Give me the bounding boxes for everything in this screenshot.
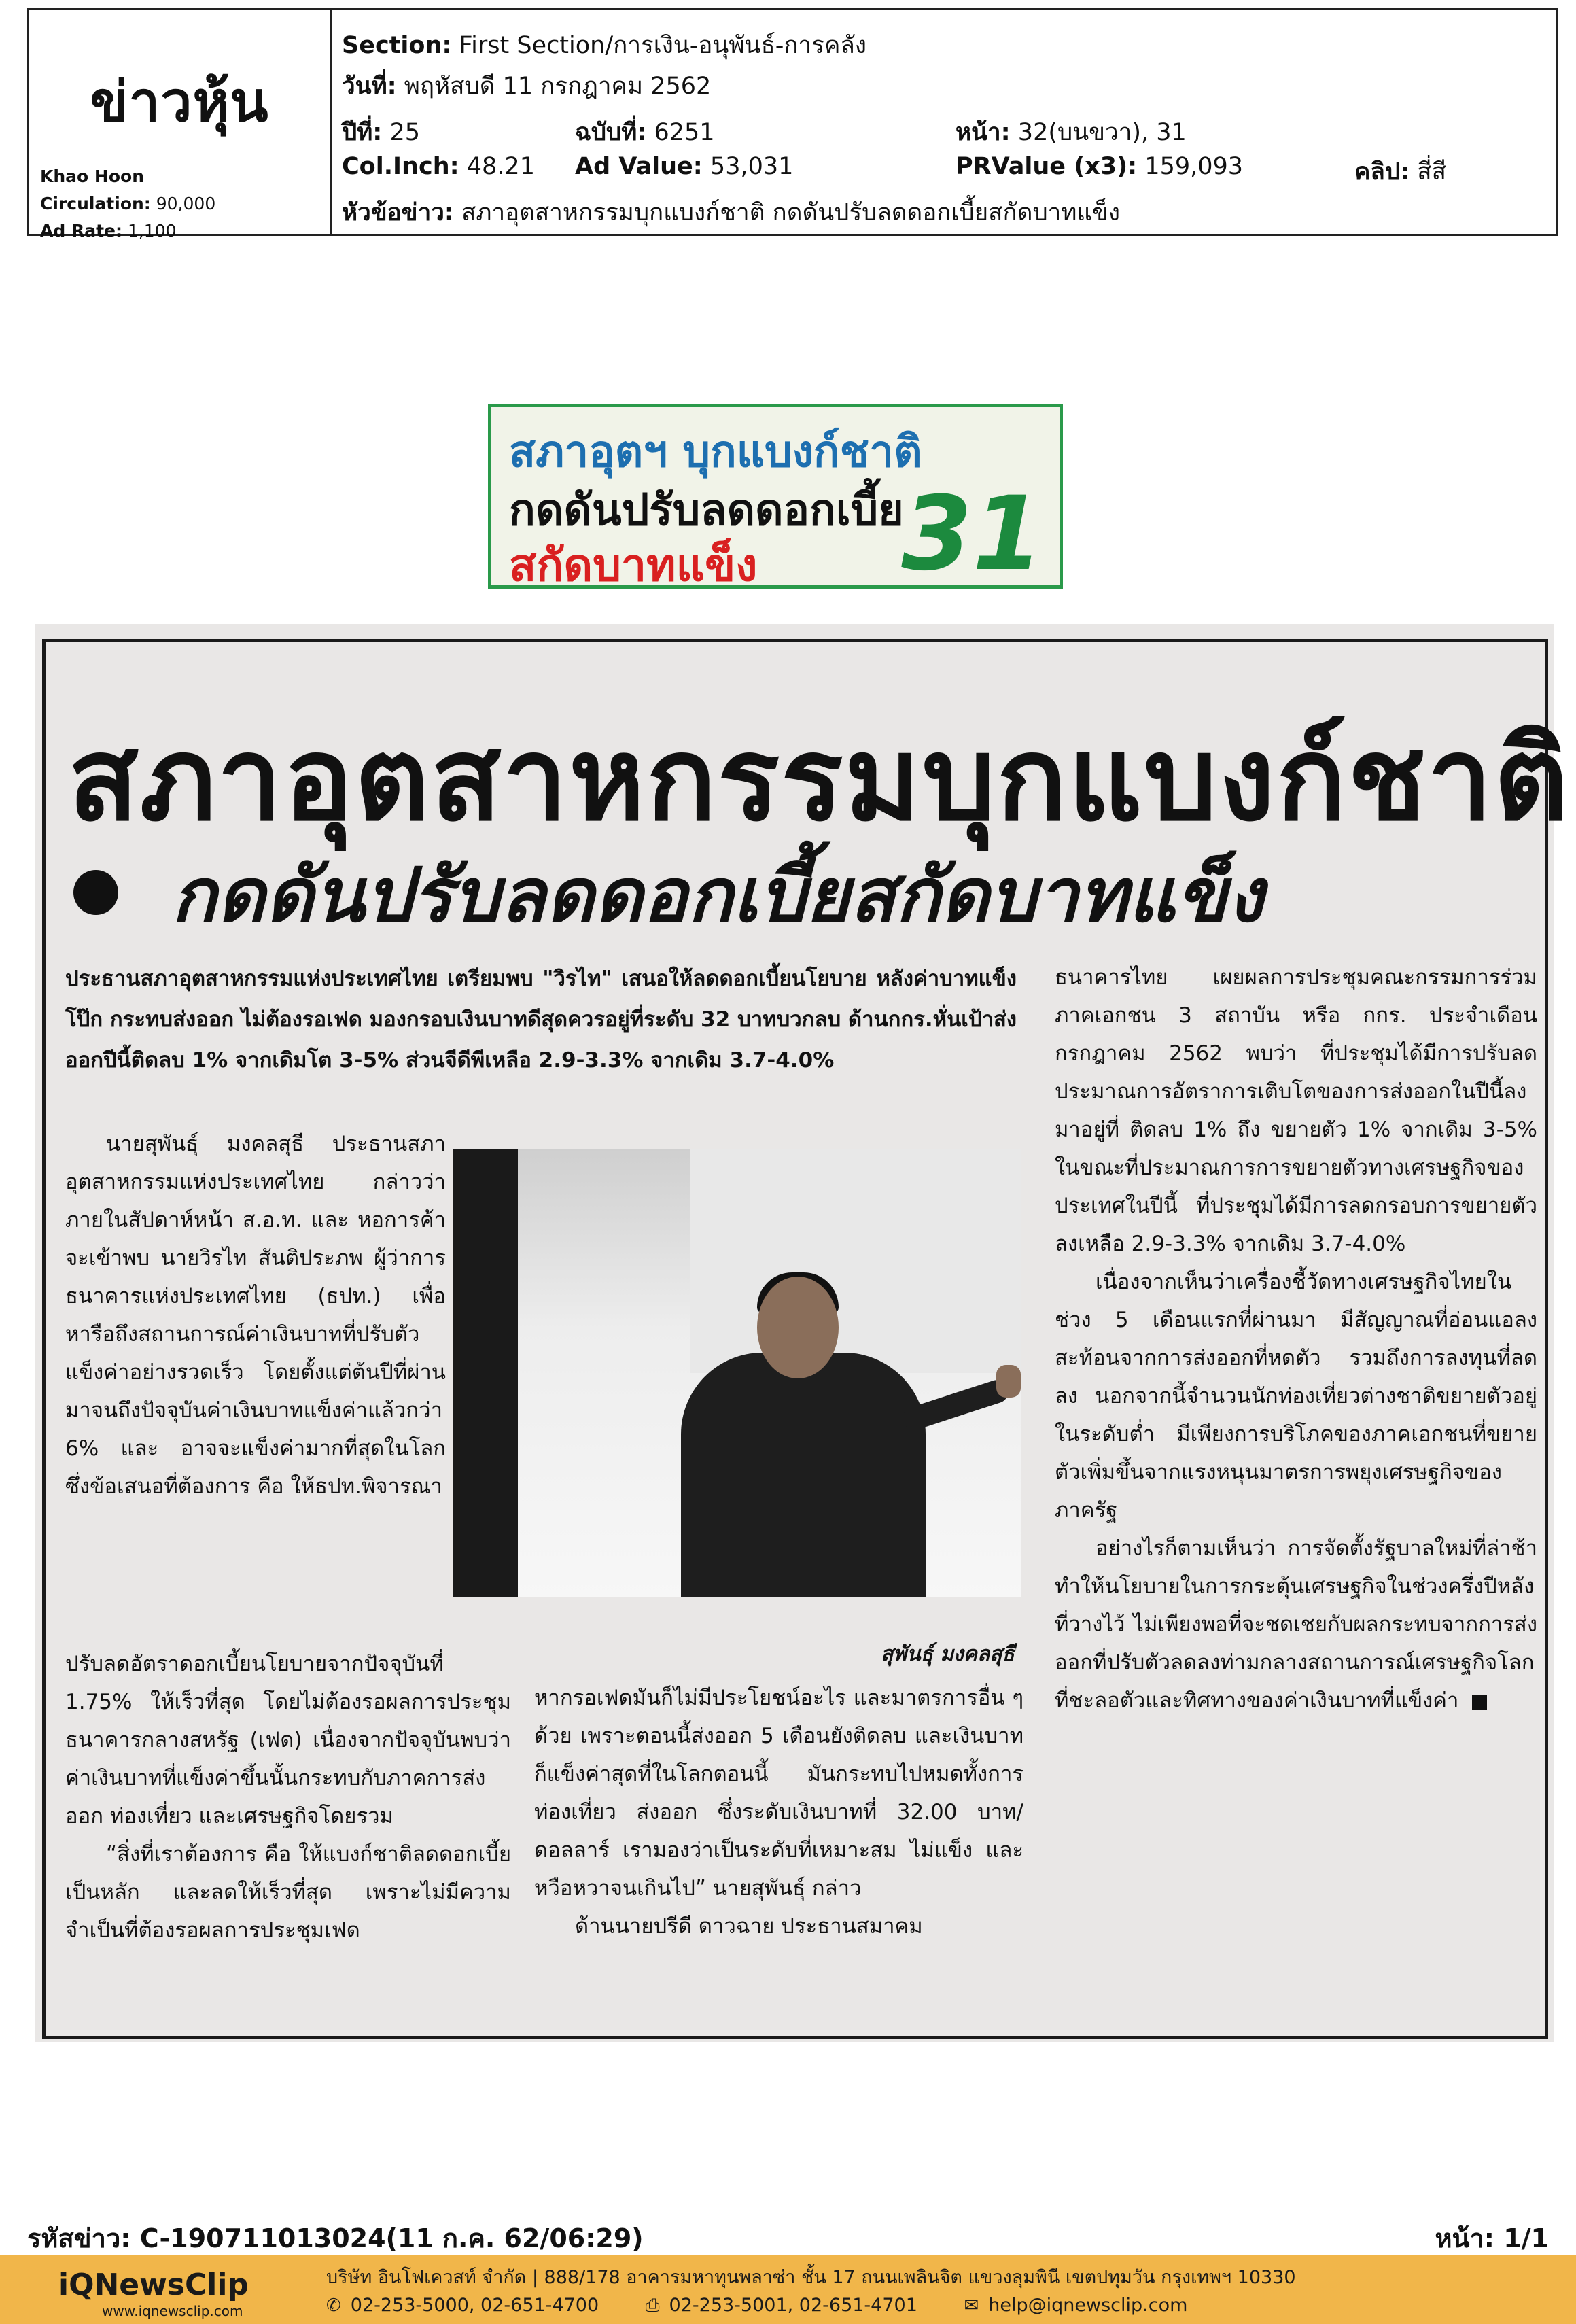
photo-speaker-hand <box>996 1365 1021 1398</box>
contact-row <box>326 2295 1228 2317</box>
publication-en: Khao Hoon <box>40 167 144 186</box>
phone-text: 02-253-5000, 02-651-4700 <box>350 2295 599 2316</box>
photo-speaker-body <box>681 1353 926 1597</box>
date-row: วันที่: พฤหัสบดี 11 กรกฎาคม 2562 <box>342 73 712 100</box>
email-text: help@iqnewsclip.com <box>988 2295 1188 2316</box>
clip-header <box>27 8 1558 241</box>
paragraph: ธนาคารไทย เผยผลการประชุมคณะกรรมการร่วมภาคเอกชน 3 สถาบัน หรือ กกร. ประจำเดือนกรกฎาคม 2562 พบว่า ที่ประชุมได้มีการปรับลดประมาณการอัตราการเติบโตของการส่งออกในปีนี้ลงมาอยู่ที่ ติดลบ 1% ถึง ขยายตัว 1% จากเดิม 3-5% ในขณะที่ประมาณการการขยายตัวทางเศรษฐกิจของประเทศในปีนี้ ที่ประชุมได้มีการลดกรอบการขยายตัวลงเหลือ 2.9-3.3% จากเดิม 3.7-4.0% <box>1055 965 1537 1256</box>
photo-wall <box>453 1149 518 1597</box>
article-column-a-continued <box>65 1645 511 1949</box>
teaser-line-1: สภาอุตฯ บุกแบงก์ชาติ <box>509 427 922 477</box>
photo-speaker-arm <box>900 1377 1011 1433</box>
circulation: Circulation: 90,000 <box>40 194 216 213</box>
clip-type-field: คลิป: สี่สี <box>1354 158 1446 186</box>
clip-metadata <box>342 18 1549 234</box>
lead-paragraph: ประธานสภาอุตสาหกรรมแห่งประเทศไทย เตรียมพบ "วิรไท" เสนอให้ลดดอกเบี้ยนโยบาย หลังค่าบาทแข็งโป๊ก กระทบส่งออก ไม่ต้องรอเฟด มองกรอบเงินบาทดีสุดควรอยู่ที่ระดับ 32 บาทบวกลบ ด้านกกร.หั่นเป้าส่งออกปีนี้ติดลบ 1% จากเดิมโต 3-5% ส่วนจีดีพีเหลือ 2.9-3.3% จากเดิม 3.7-4.0% <box>65 967 1017 1073</box>
fax-icon: ⎙ <box>645 2295 660 2316</box>
fax-contact <box>646 2295 917 2316</box>
prvalue-field: PRValue (x3): 159,093 <box>956 153 1244 180</box>
article-column-c <box>1055 958 1537 1720</box>
issue-field: ฉบับที่: 6251 <box>575 119 715 146</box>
article-headline: สภาอุตสาหกรรมบุกแบงก์ชาติ <box>68 712 1571 847</box>
page-indicator: หน้า: 1/1 <box>1435 2223 1549 2253</box>
bullet-icon <box>73 870 118 915</box>
year-field: ปีที่: 25 <box>342 119 420 146</box>
photo-caption: สุพันธุ์ มงคลสุธี <box>881 1642 1015 1666</box>
article-subheadline: กดดันปรับลดดอกเบี้ยสกัดบาทแข็ง <box>171 852 1264 939</box>
headline-row: หัวข้อข่าว: สภาอุตสาหกรรมบุกแบงก์ชาติ กดดันปรับลดดอกเบี้ยสกัดบาทแข็ง <box>342 199 1120 226</box>
phone-icon: ✆ <box>326 2295 341 2316</box>
paragraph: นายสุพันธุ์ มงคลสุธี ประธานสภาอุตสาหกรรมแห่งประเทศไทย กล่าวว่า ภายในสัปดาห์หน้า ส.อ.ท. และ หอการค้า จะเข้าพบ นายวิรไท สันติประภพ ผู้ว่าการ ธนาคารแห่งประเทศไทย (ธปท.) เพื่อหารือถึงสถานการณ์ค่าเงินบาทที่ปรับตัวแข็งค่าอย่างรวดเร็ว โดยตั้งแต่ต้นปีที่ผ่านมาจนถึงปัจจุบันค่าเงินบาทแข็งค่าแล้วกว่า 6% และ อาจจะแข็งค่ามากที่สุดในโลก ซึ่งข้อเสนอที่ต้องการ คือ ให้ธปท.พิจารณา <box>65 1132 446 1499</box>
article-column-a <box>65 1125 446 1506</box>
section-row: Section: First Section/การเงิน-อนุพันธ์-การคลัง <box>342 32 866 59</box>
email-contact <box>964 2295 1187 2316</box>
logo-url: www.iqnewsclip.com <box>102 2303 243 2319</box>
fax-text: 02-253-5001, 02-651-4701 <box>669 2295 917 2316</box>
paragraph: ด้านนายปรีดี ดาวฉาย ประธานสมาคม <box>575 1914 923 1939</box>
page-field: หน้า: 32(บนขวา), 31 <box>956 119 1187 146</box>
paragraph <box>1055 1529 1537 1720</box>
ad-rate: Ad Rate: 1,100 <box>40 221 177 241</box>
company-address: บริษัท อินโฟเควสท์ จำกัด | 888/178 อาคารมหาทุนพลาซ่า ชั้น 17 ถนนเพลินจิต แขวงลุมพินี เขตปทุมวัน กรุงเทพฯ 10330 <box>326 2267 1296 2288</box>
colinch-field: Col.Inch: 48.21 <box>342 153 535 180</box>
closing-text: อย่างไรก็ตามเห็นว่า การจัดตั้งรัฐบาลใหม่ที่ล่าช้าทำให้นโยบายในการกระตุ้นเศรษฐกิจในช่วงครึ่งปีหลังที่วางไว้ ไม่เพียงพอที่จะชดเชยกับผลกระทบจากการส่งออกที่ปรับตัวลดลงท่ามกลางสถานการณ์เศรษฐกิจโลกที่ชะลอตัวและทิศทางของค่าเงินบาทที่แข็งค่า <box>1055 1536 1537 1713</box>
teaser-page-number: 31 <box>901 475 1043 593</box>
photo-screen <box>690 1149 1021 1373</box>
article-column-b <box>534 1679 1023 1945</box>
ad-value-field: Ad Value: 53,031 <box>575 153 794 180</box>
teaser-box <box>488 404 1063 593</box>
phone-contact <box>326 2295 599 2316</box>
teaser-line-3: สกัดบาทแข็ง <box>509 539 758 591</box>
paragraph: ปรับลดอัตราดอกเบี้ยนโยบายจากปัจจุบันที่ 1.75% ให้เร็วที่สุด โดยไม่ต้องรอผลการประชุมธนาคารกลางสหรัฐ (เฟด) เนื่องจากปัจจุบันพบว่า ค่าเงินบาทที่แข็งค่าขึ้นนั้นกระทบกับภาคการส่งออก ท่องเที่ยว และเศรษฐกิจโดยรวม <box>65 1652 511 1828</box>
news-code: รหัสข่าว: C-190711013024(11 ก.ค. 62/06:29) <box>27 2223 644 2253</box>
publication-box <box>29 10 332 241</box>
quote-paragraph: “สิ่งที่เราต้องการ คือ ให้แบงก์ชาติลดดอกเบี้ยเป็นหลัก และลดให้เร็วที่สุด เพราะไม่มีความจำเป็นที่ต้องรอผลการประชุมเฟด <box>65 1842 511 1943</box>
footer-bar <box>0 2255 1576 2324</box>
article-lead <box>65 958 1017 1081</box>
logo-text: iQNewsClip <box>58 2268 249 2302</box>
publication-name: ข่าวหุ้น <box>90 70 269 135</box>
end-mark-icon <box>1472 1695 1487 1710</box>
teaser-line-2: กดดันปรับลดดอกเบี้ย <box>509 485 904 536</box>
paragraph: หากรอเฟดมันก็ไม่มีประโยชน์อะไร และมาตรการอื่น ๆ ด้วย เพราะตอนนี้ส่งออก 5 เดือนยังติดลบ และเงินบาทก็แข็งค่าสุดที่ในโลกตอนนี้ มันกระทบไปหมดทั้งการท่องเที่ยว ส่งออก ซึ่งระดับเงินบาทที่ 32.00 บาท/ดอลลาร์ เรามองว่าเป็นระดับที่เหมาะสม ไม่แข็ง และ หวือหวาจนเกินไป” นายสุพันธุ์ กล่าว <box>534 1686 1023 1901</box>
article-photo <box>453 1149 1021 1597</box>
paragraph: เนื่องจากเห็นว่าเครื่องชี้วัดทางเศรษฐกิจไทยในช่วง 5 เดือนแรกที่ผ่านมา มีสัญญาณที่อ่อนแอลงสะท้อนจากการส่งออกที่หดตัว รวมถึงการลงทุนที่ลดลง นอกจากนี้จำนวนนักท่องเที่ยวต่างชาติขยายตัวอยู่ในระดับต่ำ มีเพียงการบริโภคของภาคเอกชนที่ขยายตัวเพิ่มขึ้นจากแรงหนุนมาตรการพยุงเศรษฐกิจของภาครัฐ <box>1055 1270 1537 1523</box>
iqnewsclip-logo <box>58 2268 249 2302</box>
publication-meta <box>40 163 215 245</box>
mail-icon: ✉ <box>964 2295 979 2316</box>
photo-speaker-head <box>757 1277 839 1378</box>
